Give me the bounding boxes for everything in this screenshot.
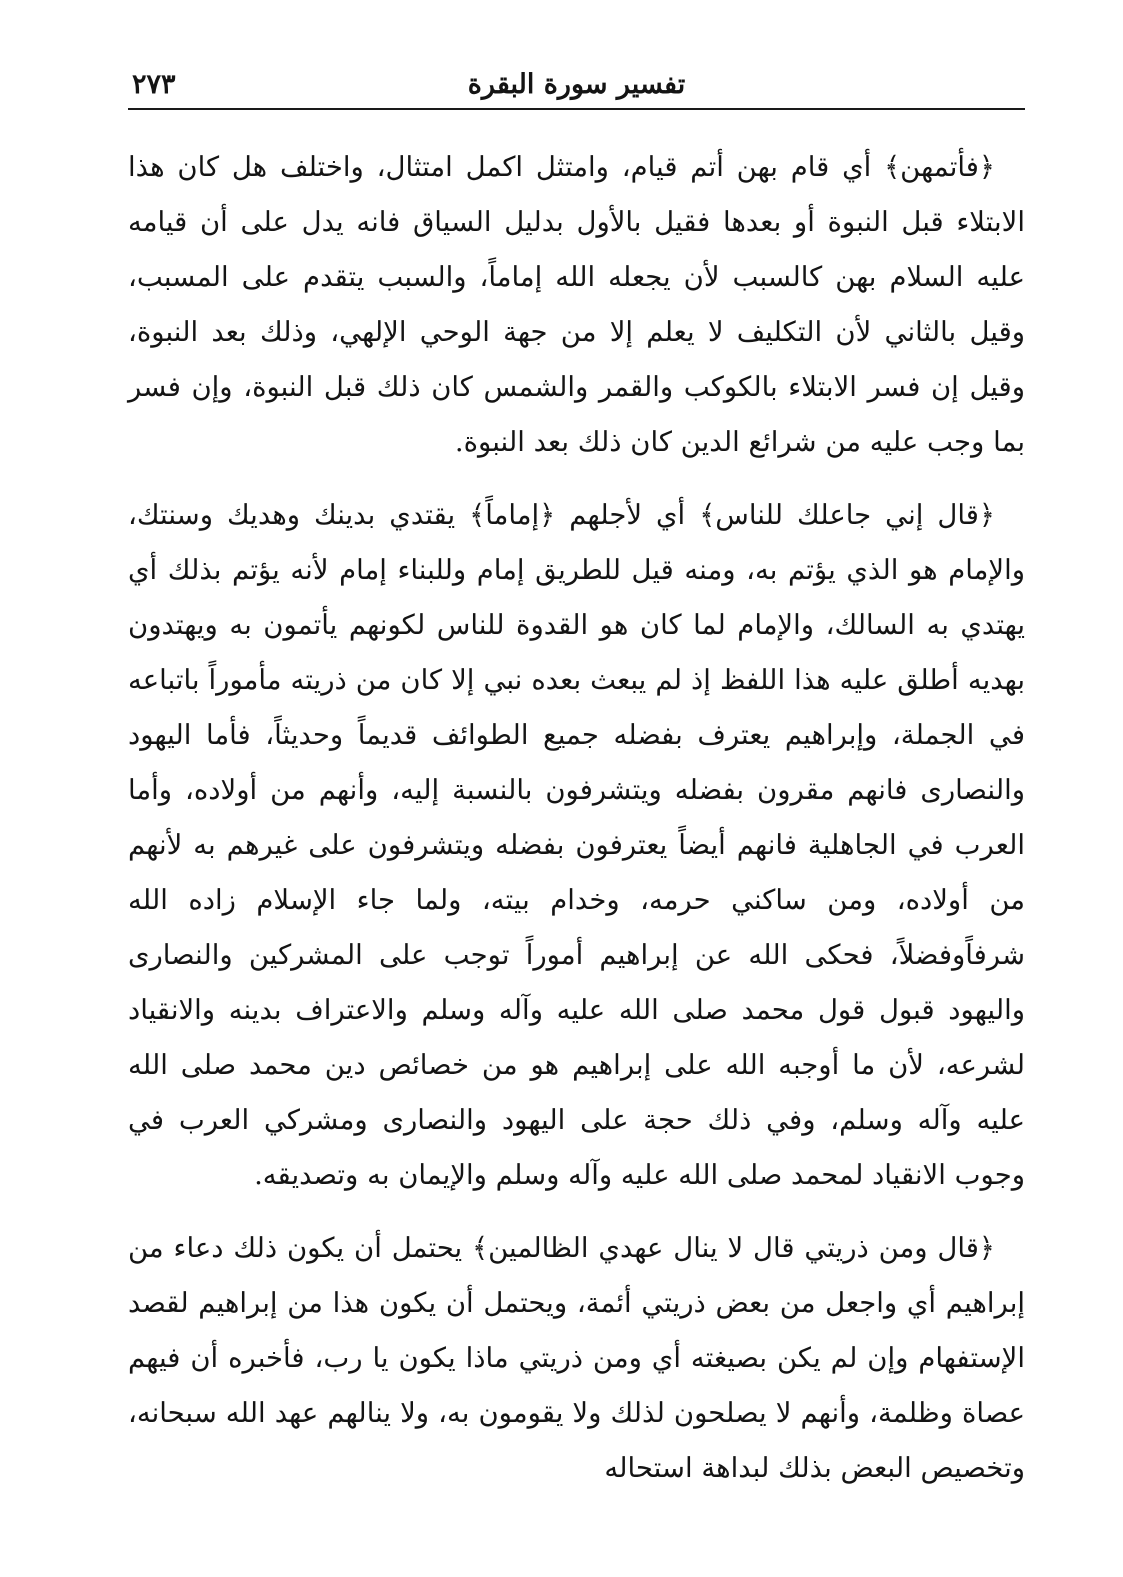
paragraph: ﴿قال إني جاعلك للناس﴾ أي لأجلهم ﴿إماماً﴾ يقتدي بدينك وهديك وسنتك، والإمام هو الذي يؤتم به، ومنه قيل للطريق إمام وللبناء إمام لأنه يؤتم بذلك أي يهتدي به السالك، والإمام لما كان هو القدوة للناس لكونهم يأتمون به ويهتدون بهديه أطلق عليه هذا اللفظ إذ لم يبعث بعده نبي إلا كان من ذريته مأموراً باتباعه في الجملة، وإبراهيم يعترف بفضله جميع الطوائف قديماً وحديثاً، فأما اليهود والنصارى فانهم مقرون بفضله ويتشرفون بالنسبة إليه، وأنهم من أولاده، وأما العرب في الجاهلية فانهم أيضاً يعترفون بفضله ويتشرفون على غيرهم به لأنهم من أولاده، ومن ساكني حرمه، وخدام بيته، ولما جاء الإسلام زاده الله شرفاًوفضلاً، فحكى الله عن إبراهيم أموراً توجب على المشركين والنصارى واليهود قبول قول محمد صلى الله عليه وآله وسلم والاعتراف بدينه والانقياد لشرعه، لأن ما أوجبه الله على إبراهيم هو من خصائص دين محمد صلى الله عليه وآله وسلم، وفي ذلك حجة على اليهود والنصارى ومشركي العرب في وجوب الانقياد لمحمد صلى الله عليه وآله وسلم والإيمان به وتصديقه. [128, 499, 1026, 1191]
page-header [128, 66, 1025, 110]
running-title: تفسير سورة البقرة [467, 69, 686, 100]
body-text [128, 140, 1025, 1496]
paragraph: ﴿فأتمهن﴾ أي قام بهن أتم قيام، وامتثل اكمل امتثال، واختلف هل كان هذا الابتلاء قبل النبوة أو بعدها فقيل بالأول بدليل السياق فانه يدل على أن قيامه عليه السلام بهن كالسبب لأن يجعله الله إماماً، والسبب يتقدم على المسبب، وقيل بالثاني لأن التكليف لا يعلم إلا من جهة الوحي الإلهي، وذلك بعد النبوة، وقيل إن فسر الابتلاء بالكوكب والقمر والشمس كان ذلك قبل النبوة، وإن فسر بما وجب عليه من شرائع الدين كان ذلك بعد النبوة. [128, 151, 1025, 458]
page-number: ٢٧٣ [132, 69, 176, 100]
paragraph: ﴿قال ومن ذريتي قال لا ينال عهدي الظالمين﴾ يحتمل أن يكون ذلك دعاء من إبراهيم أي واجعل من بعض ذريتي أئمة، ويحتمل أن يكون هذا من إبراهيم لقصد الإستفهام وإن لم يكن بصيغته أي ومن ذريتي ماذا يكون يا رب، فأخبره أن فيهم عصاة وظلمة، وأنهم لا يصلحون لذلك ولا يقومون به، ولا ينالهم عهد الله سبحانه، وتخصيص البعض بذلك لبداهة استحاله [128, 1232, 1025, 1484]
